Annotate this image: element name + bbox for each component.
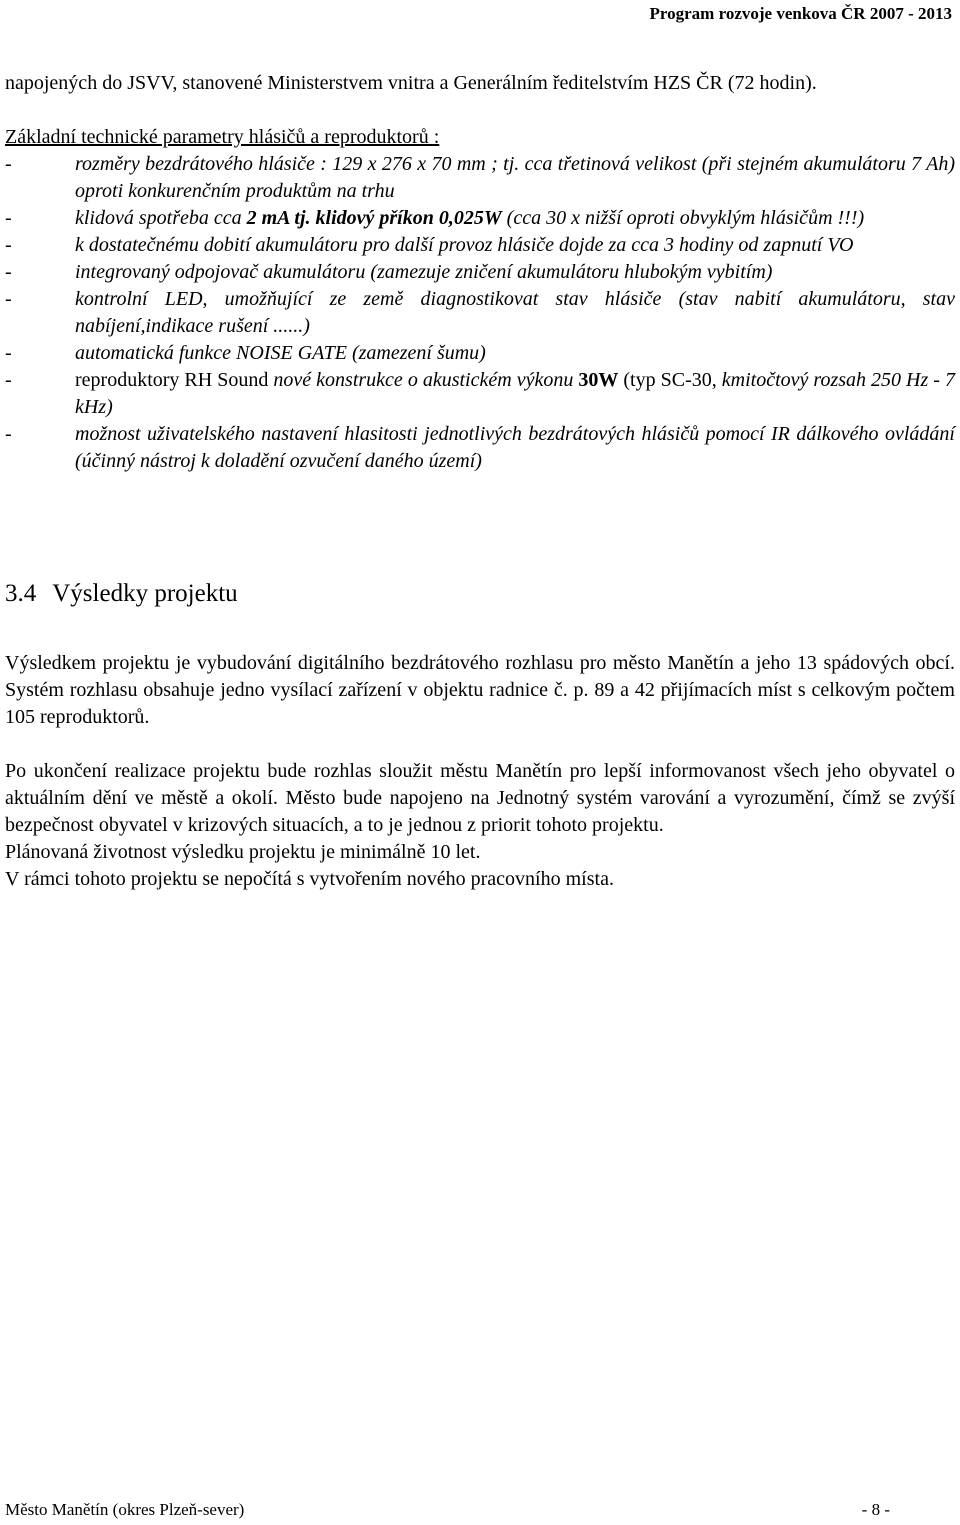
param-standby-note: (cca 30 x nižší oproti obvyklým hlásičům !!!) — [501, 207, 865, 229]
param-dimensions: rozměry bezdrátového hlásiče : 129 x 276 x 70 mm ; tj. cca třetinová velikost (při stejném akumulátoru 7 Ah) oproti konkurenčním produktům na trhu — [75, 153, 955, 202]
page-number: - 8 - — [861, 1500, 890, 1519]
section-number: 3.4 — [5, 580, 37, 607]
list-item — [5, 421, 955, 475]
results-paragraph-4: V rámci tohoto projektu se nepočítá s vytvořením nového pracovního místa. — [5, 868, 614, 890]
param-speakers-power: 30W — [578, 369, 619, 391]
param-disconnector: integrovaný odpojovač akumulátoru (zamezuje zničení akumulátoru hlubokým vybitím) — [75, 261, 773, 283]
param-speakers-desc: nové konstrukce o akustickém výkonu — [273, 369, 579, 391]
list-item — [5, 151, 955, 205]
param-remote: možnost uživatelského nastavení hlasitosti jednotlivých bezdrátových hlásičů pomocí IR dálkového ovládání (účinný nástroj k doladění ozvučení daného území) — [75, 423, 955, 472]
list-item — [5, 340, 955, 367]
param-standby-text: klidová spotřeba cca — [75, 207, 247, 229]
param-speakers-brand: reproduktory RH Sound — [75, 369, 274, 391]
results-paragraph-1: Výsledkem projektu je vybudování digitálního bezdrátového rozhlasu pro město Manětín a jeho 13 spádových obcí. Systém rozhlasu obsahuje jedno vysílací zařízení v objektu radnice č. p. 89 a 42 přijímacích míst s celkovým počtem 105 reproduktorů. — [5, 652, 955, 728]
results-paragraph-2: Po ukončení realizace projektu bude rozhlas sloužit městu Manětín pro lepší informovanost všech jeho obyvatel o aktuálním dění ve městě a okolí. Město bude napojeno na Jednotný systém varování a vyrozumění, čímž se zvýší bezpečnost obyvatel v krizových situacích, a to je jednou z priorit tohoto projektu. — [5, 760, 955, 836]
results-paragraph-3: Plánovaná životnost výsledku projektu je minimálně 10 let. — [5, 841, 481, 863]
param-noise-gate: automatická funkce NOISE GATE (zamezení šumu) — [75, 342, 486, 364]
page-header: Program rozvoje venkova ČR 2007 - 2013 — [649, 4, 952, 23]
param-speakers-type: (typ SC-30, — [618, 369, 722, 391]
param-charging: k dostatečnému dobití akumulátoru pro další provoz hlásiče dojde za cca 3 hodiny od zapnutí VO — [75, 234, 854, 256]
footer-municipality: Město Manětín (okres Plzeň-sever) — [5, 1500, 245, 1519]
param-speakers-range: kmitočtový rozsah 250 Hz - 7 kHz) — [75, 369, 955, 418]
section-heading — [5, 578, 955, 610]
intro-paragraph: napojených do JSVV, stanovené Ministerstvem vnitra a Generálním ředitelstvím HZS ČR (72 hodin). — [5, 72, 817, 94]
section-title: Výsledky projektu — [52, 580, 238, 607]
params-title: Základní technické parametry hlásičů a reproduktorů : — [5, 126, 440, 148]
params-list — [5, 151, 955, 475]
list-item — [5, 205, 955, 232]
document-body — [5, 70, 955, 893]
list-item — [5, 232, 955, 259]
list-item — [5, 286, 955, 340]
list-item — [5, 259, 955, 286]
param-standby-value: 2 mA tj. klidový příkon 0,025W — [246, 207, 502, 229]
page-footer — [5, 1500, 890, 1520]
list-item — [5, 367, 955, 421]
param-led: kontrolní LED, umožňující ze země diagnostikovat stav hlásiče (stav nabití akumulátoru, stav nabíjení,indikace rušení ......) — [75, 288, 955, 337]
